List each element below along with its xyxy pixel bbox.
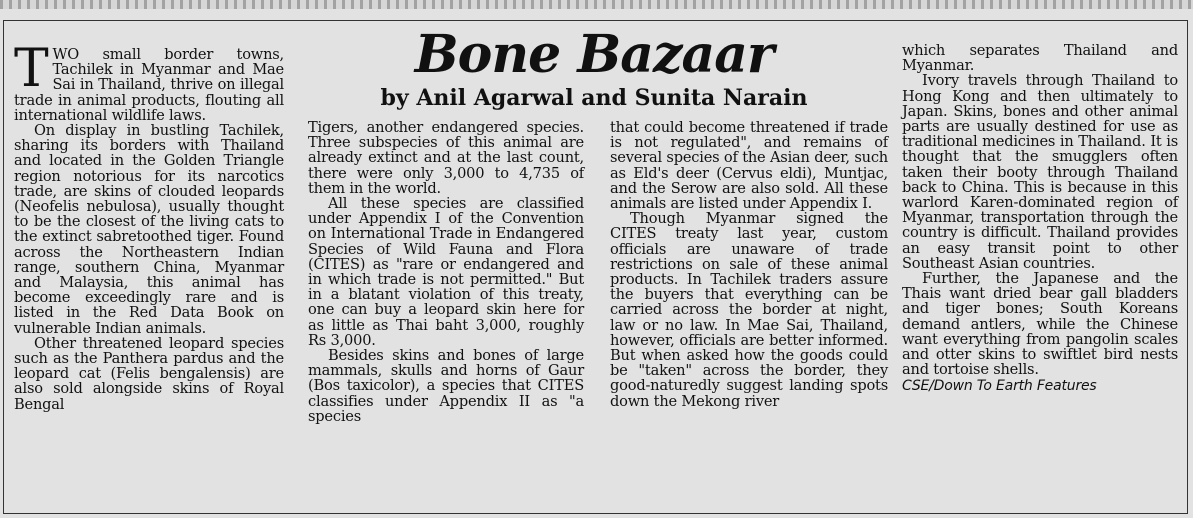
paragraph	[14, 39, 284, 124]
paragraph: On display in bustling Tachilek, sharing its borders with Thailand and located in the Golden Triangle region notorious for its narcotics trade, are skins of clouded leopards (Neofelis nebulosa), usually thought to be the closest of the living cats to the extinct sabretoothed tiger. Found across the Northeastern Indian range, southern China, Myanmar and Malaysia, this animal has become exceedingly rare and is listed in the Red Data Book on vulnerable Indian animals.	[14, 122, 284, 337]
cropped-text-strip	[0, 0, 1193, 9]
paragraph-text: WO small border towns, Tachilek in Myanmar and Mae Sai in Thailand, thrive on illegal trade in animal products, flouting all international wildlife laws.	[14, 46, 284, 124]
column-1	[14, 39, 284, 413]
paragraph: which separates Thailand and Myanmar.	[902, 42, 1178, 75]
column-2	[308, 120, 584, 424]
article-credit: CSE/Down To Earth Features	[902, 378, 1097, 395]
article-frame	[3, 20, 1188, 514]
paragraph: Though Myanmar signed the CITES treaty last year, custom officials are unaware of trade restrictions on sale of these animal products. In Tachilek traders assure the buyers that everything can be carried across the border at night, law or no law. In Mae Sai, Thailand, however, officials are better informed. But when asked how the goods could be "taken" across the border, they good-naturedly suggest landing spots down the Mekong river	[610, 210, 888, 410]
column-3	[610, 120, 888, 409]
paragraph: Besides skins and bones of large mammals, skulls and horns of Gaur (Bos taxicolor), a species that CITES classifies under Appendix II as "a species	[308, 347, 584, 425]
paragraph: Further, the Japanese and the Thais want dried bear gall bladders and tiger bones; South Koreans demand antlers, while the Chinese want everything from pangolin scales and otter skins to swiftlet bird nests and tortoise shells.	[902, 270, 1178, 379]
paragraph: Tigers, another endangered species. Three subspecies of this animal are already extinct and at the last count, there were only 3,000 to 4,735 of them in the world.	[308, 119, 584, 197]
paragraph: Other threatened leopard species such as the Panthera pardus and the leopard cat (Felis bengalensis) are also sold alongside skins of Royal Bengal	[14, 334, 284, 413]
drop-cap: T	[14, 39, 49, 99]
paragraph: All these species are classified under Appendix I of the Convention on International Trade in Endangered Species of Wild Fauna and Flora (CITES) as "rare or endangered and in which trade is not permitted." But in a blatant violation of this treaty, one can buy a leopard skin here for as little as Thai baht 3,000, roughly Rs 3,000.	[308, 195, 584, 349]
byline: by Anil Agarwal and Sunita Narain	[380, 85, 808, 111]
column-4	[902, 43, 1178, 395]
paragraph: Ivory travels through Thailand to Hong Kong and then ultimately to Japan. Skins, bones and other animal parts are usually destined for use as traditional medicines in Thailand. It is thought that the smugglers often taken their booty through Thailand back to China. This is because in this warlord Karen-dominated region of Myanmar, transportation through the country is difficult. Thailand provides an easy transit point to other Southeast Asian countries.	[902, 72, 1178, 272]
headline: Bone Bazaar	[414, 24, 774, 85]
paragraph: that could become threatened if trade is not regulated", and remains of several species of the Asian deer, such as Eld's deer (Cervus eldi), Muntjac, and the Serow are also sold. All these animals are listed under Appendix I.	[610, 119, 888, 213]
